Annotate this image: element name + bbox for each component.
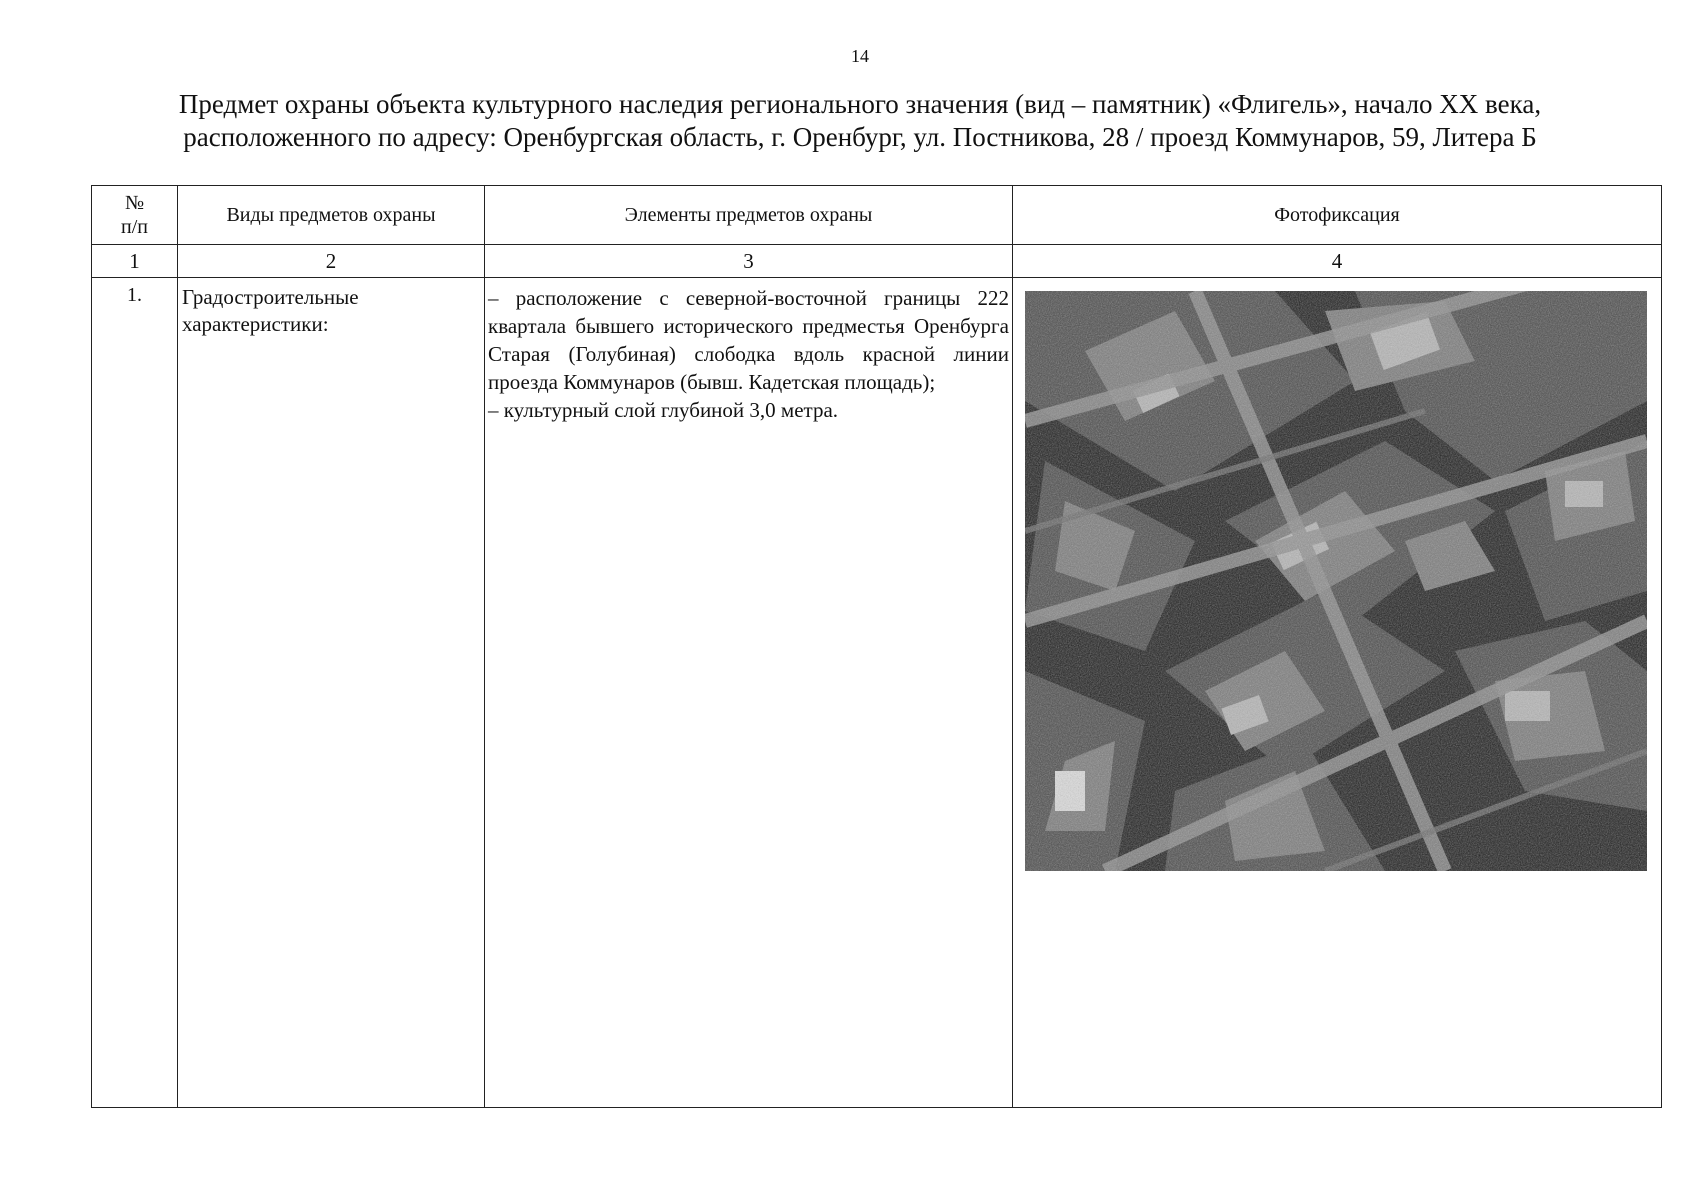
photo-cell [1013, 278, 1662, 1108]
column-number-row [92, 245, 1662, 278]
header-number [92, 186, 178, 245]
header-kinds: Виды предметов охраны [178, 186, 485, 245]
protection-elements [485, 278, 1013, 1108]
page-number: 14 [851, 46, 869, 66]
column-number: 3 [485, 245, 1013, 278]
protection-kind-line-2: характеристики: [182, 312, 329, 336]
element-location: – расположение с северной-восточной границы 222 квартала бывшего исторического предместья Оренбурга Старая (Голубиная) слободка вдоль красной линии проезда Коммунаров (бывш. Кадетская площадь); [488, 286, 1009, 394]
protection-kind-line-1: Градостроительные [182, 285, 359, 309]
title-line-1: Предмет охраны объекта культурного наследия регионального значения (вид – памятник) «Флигель», начало XX века, [178, 89, 1542, 119]
protection-kind [178, 278, 485, 1108]
header-number-abbr: п/п [121, 216, 148, 238]
column-number: 1 [92, 245, 178, 278]
header-photo: Фотофиксация [1013, 186, 1662, 245]
document-title [60, 88, 1660, 154]
protection-table [91, 185, 1662, 1108]
aerial-photo-drawing [1025, 291, 1647, 871]
header-number-symbol: № [124, 192, 145, 214]
table-header-row [92, 186, 1662, 245]
row-number: 1. [92, 278, 178, 1108]
aerial-photo [1025, 291, 1647, 871]
header-elements: Элементы предметов охраны [485, 186, 1013, 245]
element-cultural-layer: – культурный слой глубиной 3,0 метра. [488, 398, 839, 422]
column-number: 2 [178, 245, 485, 278]
column-number: 4 [1013, 245, 1662, 278]
table-row [92, 278, 1662, 1108]
title-line-2: расположенного по адресу: Оренбургская область, г. Оренбург, ул. Постникова, 28 / проезд Коммунаров, 59, Литера Б [183, 122, 1537, 152]
